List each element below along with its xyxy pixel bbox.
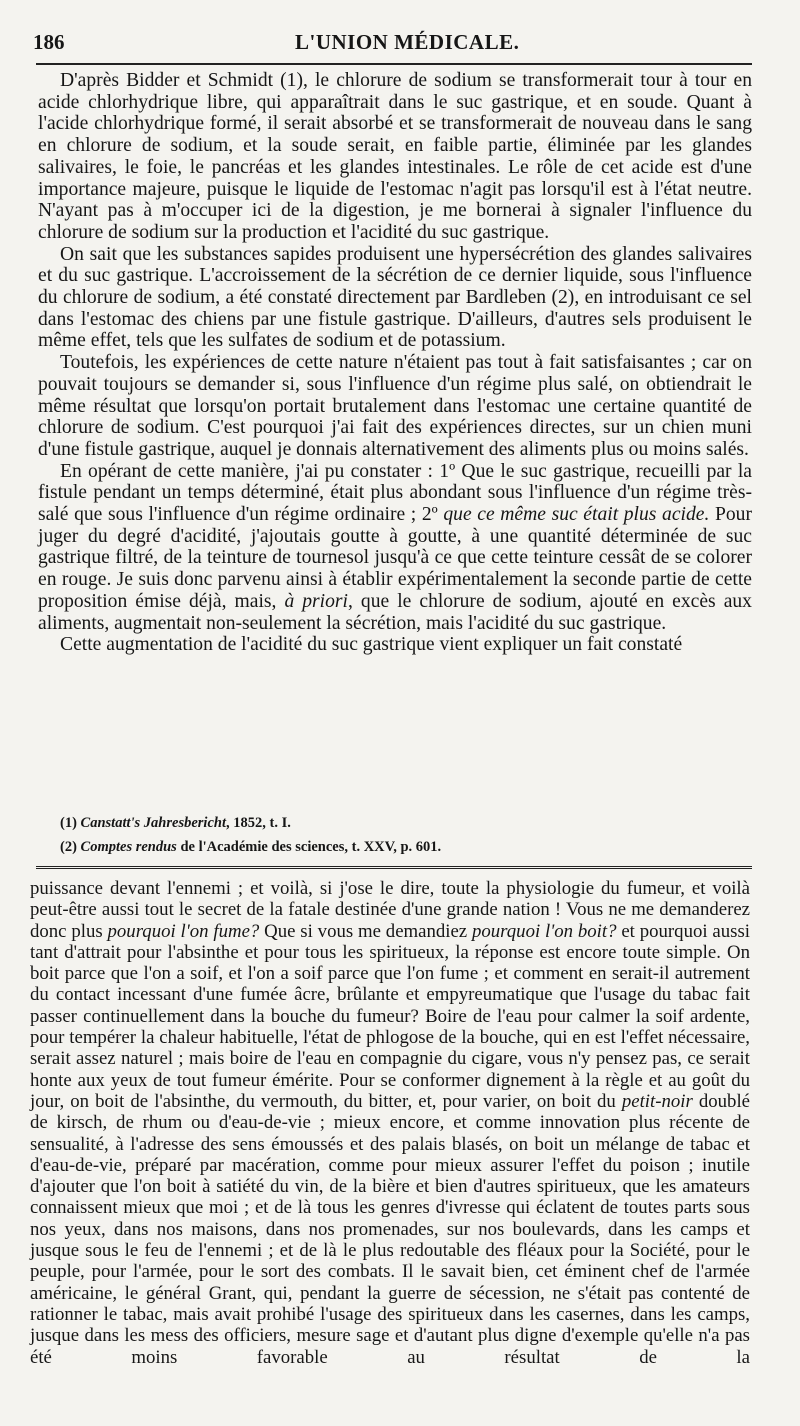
feuilleton-emphasis: petit-noir [621,1090,693,1112]
footnote-1 [60,811,752,835]
article-paragraph [38,461,752,635]
footnote-number: (1) [60,815,81,831]
article-text: En opérant de cette manière, j'ai pu constater : 1º Que le suc gastrique, recueilli par la fistule pendant un temps déterminé, était plus abondant sous l'influence d'un régime très-salé que sous l'influence d'un régime ordinaire ; 2º [38,460,752,526]
article-paragraph: D'après Bidder et Schmidt (1), le chlorure de sodium se transformerait tour à tour en acide chlorhydrique libre, qui apparaîtrait dans le suc gastrique, et en soude. Quant à l'acide chlorhydrique formé, il serait absorbé et se transformerait de nouveau dans le sang en chlorure de sodium, et la soude serait, en faible partie, éliminée par les glandes salivaires, le foie, le pancréas et les glandes intestinales. Le rôle de cet acide est d'une importance majeure, puisque le liquide de l'estomac n'agit pas lorsqu'il est à l'état neutre. N'ayant pas à m'occuper ici de la digestion, je me bornerai à signaler l'influence du chlorure de sodium sur la production et l'acidité du suc gastrique. [38,70,752,243]
article-text: , que le chlorure de sodium, ajouté en excès aux aliments, augmentait non-seulement la sécrétion, mais l'acidité du suc gastrique. [38,590,752,634]
feuilleton-section [30,878,750,1368]
footnote-text: , 1852, t. I. [225,815,291,831]
main-article [38,70,752,656]
article-emphasis: que ce même suc était plus acide. [443,504,710,526]
article-paragraph: Toutefois, les expériences de cette nature n'étaient pas tout à fait satisfaisantes ; car on pouvait toujours se demander si, sous l'influence d'un régime plus salé, on obtiendrait le même résultat que lorsqu'on portait brutalement dans l'estomac une certaine quantité de chlorure de sodium. C'est pourquoi j'ai fait des expériences directes, sur un chien muni d'une fistule gastrique, auquel je donnais alternativement des aliments plus ou moins salés. [38,352,752,460]
feuilleton-paragraph [30,878,750,1368]
feuilleton-text: Que si vous me demandiez [259,920,472,942]
feuilleton-emphasis: pourquoi l'on fume? [107,920,260,942]
footnote-number: (2) [60,839,81,855]
feuilleton-text: puissance devant l'ennemi ; et voilà, si j'ose le dire, toute la physiologie du fumeur, et voilà peut-être aussi tout le secret de la fatale destinée d'une grande nation ! Vous ne me demanderez donc plus [30,878,750,942]
section-divider [36,866,752,869]
article-emphasis: à priori [284,590,348,612]
article-paragraph: Cette augmentation de l'acidité du suc gastrique vient expliquer un fait constaté [60,634,683,656]
feuilleton-emphasis: pourquoi l'on boit? [472,920,617,942]
feuilleton-text: et pourquoi aussi tant d'attrait pour l'absinthe et pour tous les spiritueux, la réponse est encore toute simple. On boit parce que l'on a soif, et l'on a soif parce que l'on fume ; et comment en serait-il autrement du contact incessant d'une fumée âcre, brûlante et empyreumatique que l'usage du tabac fait passer continuellement dans la bouche du fumeur? Boire de l'eau pour calmer la soif ardente, pour tempérer la chaleur habituelle, l'état de phlogose de la bouche, qui en est l'effet nécessaire, serait assez naturel ; mais boire de l'eau en compagnie du cigare, vous n'y pensez pas, ce serait honte aux yeux de tout fumeur émérite. Pour se conformer dignement à la règle et au goût du jour, on boit de l'absinthe, du vermouth, du bitter, et, pour varier, on boit du [30,920,750,1112]
footnote-title: Comptes rendus [80,839,177,855]
page-header [33,30,775,56]
article-paragraph: On sait que les substances sapides produisent une hypersécrétion des glandes salivaires et du suc gastrique. L'accroissement de la sécrétion de ce dernier liquide, sous l'influence du chlorure de sodium, a été constaté directement par Bardleben (2), en introduisant ce sel dans l'estomac des chiens par une fistule gastrique. D'ailleurs, d'autres sels produisent le même effet, tels que les sulfates de sodium et de potassium. [38,243,752,352]
page-number: 186 [33,30,65,54]
footnote-text: de l'Académie des sciences, t. XXV, p. 601. [176,839,442,855]
footnotes [60,811,752,859]
footnote-title: Canstatt's Jahresbericht [80,815,226,831]
article-text: Pour juger du degré d'acidité, j'ajoutais goutte à goutte, à une quantité déterminée de suc gastrique filtré, de la teinture de tournesol jusqu'à ce que cette teinture cessât de se colorer en rouge. Je suis donc parvenu ainsi à établir expérimentalement la seconde partie de cette proposition émise déjà, mais, [38,504,752,612]
running-title: L'UNION MÉDICALE. [295,30,520,54]
header-rule [36,63,752,65]
footnote-2 [60,835,752,859]
feuilleton-text: doublé de kirsch, de rhum ou d'eau-de-vie ; mieux encore, et comme innovation plus récente de sensualité, à l'adresse des sens émoussés et des palais blasés, on boit un mélange de tabac et d'eau-de-vie, préparé par macération, comme pour mieux assurer l'effet du poison ; inutile d'ajouter que l'on boit à satiété du vin, de la bière et bien d'autres spiritueux, que les amateurs connaissent mieux que moi ; et de là tous les genres d'ivresse qui éclatent de toutes parts sous nos yeux, dans nos maisons, dans nos promenades, sur nos boulevards, dans les camps et jusque sous le feu de l'ennemi ; et de là le plus redoutable des fléaux pour la Société, pour le peuple, pour l'armée, pour le sort des combats. Il le savait bien, cet éminent chef de l'armée américaine, le général Grant, qui, pendant la guerre de sécession, ne s'était pas contenté de rationner le tabac, mais avait prohibé l'usage des spiritueux dans les casernes, dans les camps, jusque dans les mess des officiers, mesure sage et d'autant plus digne d'exemple qu'elle n'a pas été moins favorable au résultat de la [30,1090,750,1368]
